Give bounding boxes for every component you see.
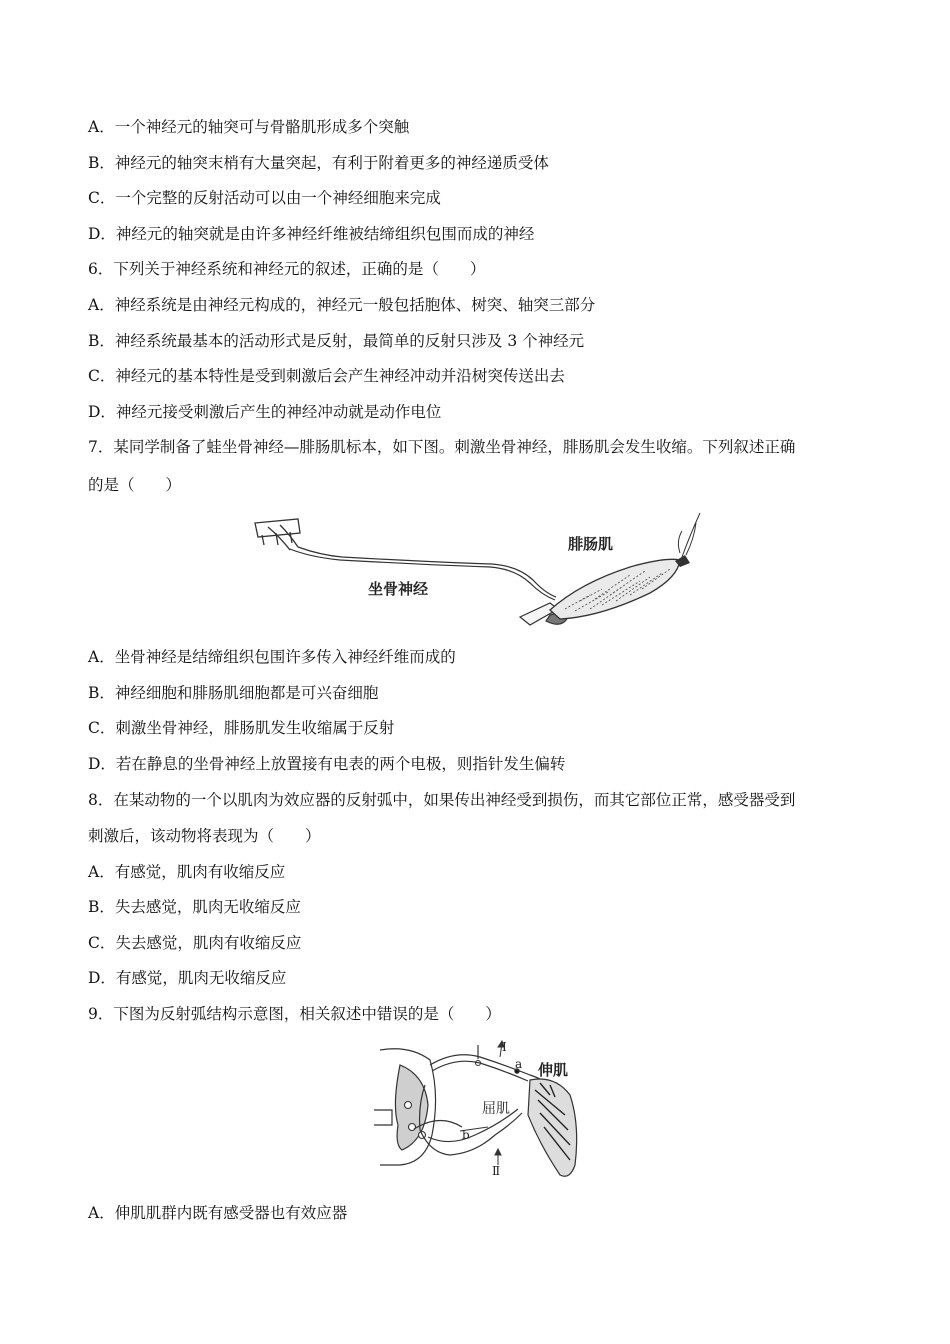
muscle-label: 腓肠肌 — [568, 535, 614, 553]
q7-stem-line1: 7．某同学制备了蛙坐骨神经—腓肠肌标本，如下图。刺激坐骨神经，腓肠肌会发生收缩。下列叙述正确 — [88, 438, 796, 456]
q8-option-b: B．失去感觉，肌肉无收缩反应 — [88, 898, 301, 916]
q5-option-d: D．神经元的轴突就是由许多神经纤维被结缔组织包围而成的神经 — [88, 225, 535, 243]
q5-option-b: B．神经元的轴突末梢有大量突起，有利于附着更多的神经递质受体 — [88, 154, 549, 172]
q5-option-c: C．一个完整的反射活动可以由一个神经细胞来完成 — [88, 189, 441, 207]
nerve-label: 坐骨神经 — [368, 580, 429, 598]
q8-option-a: A．有感觉，肌肉有收缩反应 — [88, 863, 286, 881]
label-I: Ⅰ — [502, 1040, 507, 1054]
q7-stem-line2: 的是（ ） — [88, 476, 182, 494]
q8-option-d: D．有感觉，肌肉无收缩反应 — [88, 969, 287, 987]
q9-option-a: A．伸肌肌群内既有感受器也有效应器 — [88, 1204, 348, 1222]
electrode-stand — [255, 519, 300, 550]
gastrocnemius-muscle — [550, 513, 700, 619]
q5-option-a: A．一个神经元的轴突可与骨骼肌形成多个突触 — [88, 118, 410, 136]
q6-option-d: D．神经元接受刺激后产生的神经冲动就是动作电位 — [88, 403, 442, 421]
extensor-muscle — [528, 1079, 577, 1176]
q7-figure-nerve-muscle — [250, 505, 710, 645]
flexor-label: 屈肌 — [482, 1101, 510, 1117]
q7-option-d: D．若在静息的坐骨神经上放置接有电表的两个电极，则指针发生偏转 — [88, 755, 566, 773]
q6-stem: 6．下列关于神经系统和神经元的叙述，正确的是（ ） — [88, 260, 486, 278]
q8-stem-line1: 8．在某动物的一个以肌肉为效应器的反射弧中，如果传出神经受到损伤，而其它部位正常，感受器受到 — [88, 791, 796, 809]
q8-option-c: C．失去感觉，肌肉有收缩反应 — [88, 934, 302, 952]
label-b: b — [462, 1128, 470, 1142]
q9-figure-reflex-arc — [370, 1035, 585, 1185]
q7-option-a: A．坐骨神经是结缔组织包围许多传入神经纤维而成的 — [88, 648, 456, 666]
q6-option-a: A．神经系统是由神经元构成的，神经元一般包括胞体、树突、轴突三部分 — [88, 296, 596, 314]
q6-option-c: C．神经元的基本特性是受到刺激后会产生神经冲动并沿树突传送出去 — [88, 367, 565, 385]
label-II: Ⅱ — [492, 1164, 501, 1178]
q8-stem-line2: 刺激后，该动物将表现为（ ） — [88, 827, 321, 845]
q9-stem: 9．下图为反射弧结构示意图，相关叙述中错误的是（ ） — [88, 1005, 501, 1023]
label-a: a — [515, 1057, 523, 1071]
q7-option-b: B．神经细胞和腓肠肌细胞都是可兴奋细胞 — [88, 684, 379, 702]
extensor-label: 伸肌 — [538, 1061, 569, 1079]
q6-option-b: B．神经系统最基本的活动形式是反射，最简单的反射只涉及 3 个神经元 — [88, 332, 585, 350]
q7-option-c: C．刺激坐骨神经，腓肠肌发生收缩属于反射 — [88, 719, 395, 737]
